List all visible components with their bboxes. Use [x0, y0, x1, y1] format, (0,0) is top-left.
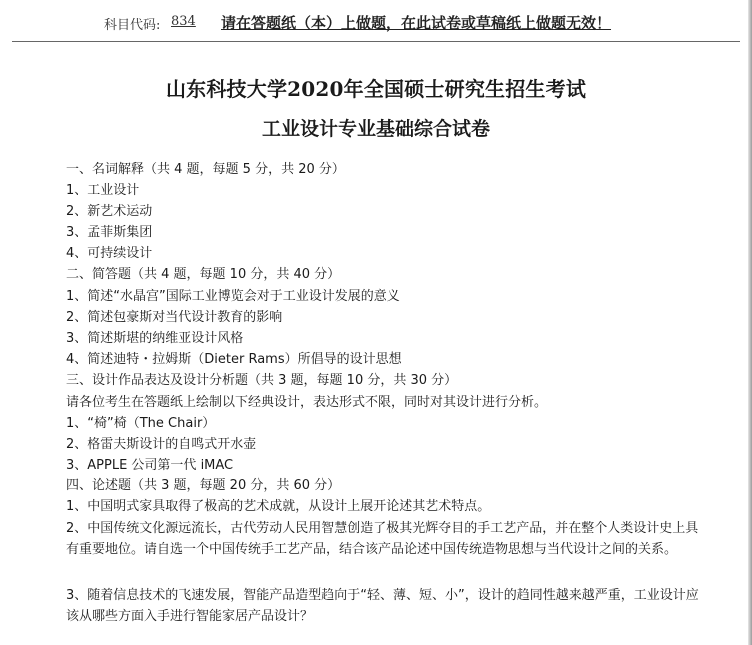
question-item: 2、格雷夫斯设计的自鸣式开水壶: [66, 437, 257, 452]
subject-code-value: 834: [171, 14, 196, 29]
header-divider: [12, 41, 740, 42]
section-heading: 三、设计作品表达及设计分析题（共 3 题，每题 10 分，共 30 分）: [66, 373, 458, 388]
section-heading: 二、简答题（共 4 题，每题 10 分，共 40 分）: [66, 267, 341, 282]
question-item: 3、APPLE 公司第一代 iMAC: [66, 458, 234, 473]
question-item: 4、简述迪特・拉姆斯（Dieter Rams）所倡导的设计思想: [66, 352, 402, 367]
question-item: 1、中国明式家具取得了极高的艺术成就，从设计上展开论述其艺术特点。: [66, 499, 491, 514]
question-item: 2、新艺术运动: [66, 204, 153, 219]
section-heading: 一、名词解释（共 4 题，每题 5 分，共 20 分）: [66, 162, 345, 177]
question-item: 1、工业设计: [66, 183, 140, 198]
question-item: 2、简述包豪斯对当代设计教育的影响: [66, 310, 283, 325]
question-item: 3、简述斯堪的纳维亚设计风格: [66, 331, 244, 346]
question-item: 3、随着信息技术的飞速发展，智能产品造型趋向于“轻、薄、短、小”，设计的趋同性越来越严重，工业设计应该从哪些方面入手进行智能家居产品设计？: [66, 588, 699, 624]
exam-subtitle: 工业设计专业基础综合试卷: [261, 118, 490, 140]
subject-code-label: 科目代码:: [104, 18, 161, 33]
question-item: 1、简述“水晶宫”国际工业博览会对于工业设计发展的意义: [66, 289, 400, 304]
section-instruction: 请各位考生在答题纸上绘制以下经典设计，表达形式不限，同时对其设计进行分析。: [66, 395, 548, 410]
question-item: 3、孟菲斯集团: [66, 225, 153, 240]
question-item: 2、中国传统文化源远流长，古代劳动人民用智慧创造了极其光辉夺目的手工艺产品，并在整个人类设计史上具有重要地位。请自选一个中国传统手工艺产品，结合该产品论述中国传统造物思想与当代设计之间的关系。: [66, 521, 699, 557]
exam-title: 山东科技大学2020年全国硕士研究生招生考试: [165, 77, 587, 101]
answer-sheet-warning: 请在答题纸（本）上做题，在此试卷或草稿纸上做题无效！: [221, 14, 612, 32]
question-item: 1、“椅”椅（The Chair）: [66, 416, 216, 431]
question-item: 4、可持续设计: [66, 246, 153, 261]
section-heading: 四、论述题（共 3 题，每题 20 分，共 60 分）: [66, 478, 341, 493]
